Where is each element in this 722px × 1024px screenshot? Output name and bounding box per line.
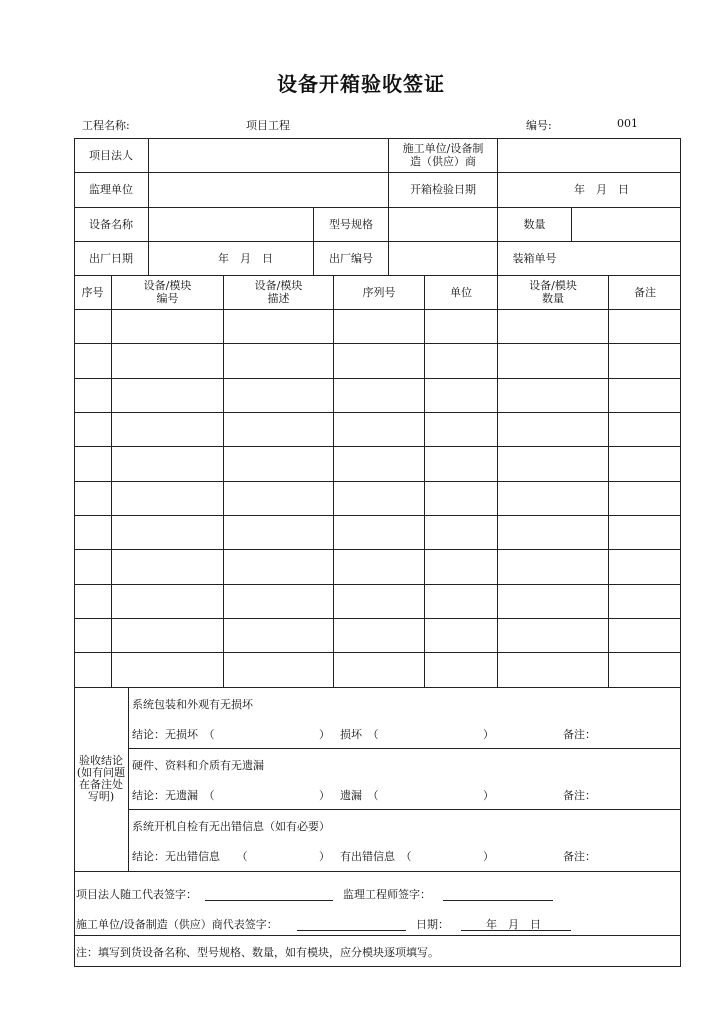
table-cell[interactable]: [112, 412, 223, 446]
check-question-3: 系统开机自检有无出错信息（如有必要）: [132, 820, 330, 833]
factory-no-label: 出厂编号: [329, 251, 373, 265]
table-cell[interactable]: [74, 412, 111, 446]
project-name-label: 工程名称:: [82, 119, 130, 132]
table-cell[interactable]: [609, 481, 680, 515]
doc-number-label: 编号:: [526, 119, 552, 132]
col-header-device-no: 设备/模块编号: [143, 279, 192, 305]
table-cell[interactable]: [334, 515, 424, 549]
table-cell[interactable]: [425, 446, 497, 481]
table-cell[interactable]: [498, 378, 608, 412]
check-opt-close: ）: [483, 850, 494, 863]
table-cell[interactable]: [498, 343, 608, 378]
table-cell[interactable]: [74, 343, 111, 378]
table-cell[interactable]: [224, 652, 333, 687]
col-header-serial: 序列号: [362, 285, 396, 299]
table-cell[interactable]: [112, 549, 223, 584]
table-cell[interactable]: [498, 584, 608, 618]
table-cell[interactable]: [425, 412, 497, 446]
table-cell[interactable]: [334, 584, 424, 618]
table-cell[interactable]: [74, 481, 111, 515]
table-cell[interactable]: [498, 515, 608, 549]
check-question-1: 系统包装和外观有无损坏: [132, 698, 253, 711]
check-note-label: 备注：: [563, 850, 596, 863]
open-date-label: 开箱检验日期: [410, 183, 476, 196]
table-cell[interactable]: [112, 584, 223, 618]
check-note-label: 备注：: [563, 728, 596, 741]
model-field[interactable]: [389, 207, 497, 241]
table-cell[interactable]: [224, 515, 333, 549]
check-opt-nothing-missing[interactable]: 结论：无遗漏 （: [132, 789, 215, 802]
table-cell[interactable]: [609, 549, 680, 584]
table-cell[interactable]: [425, 309, 497, 343]
table-cell[interactable]: [224, 618, 333, 652]
table-cell[interactable]: [334, 412, 424, 446]
check-opt-error[interactable]: 有出错信息 （: [340, 850, 412, 863]
project-name-value[interactable]: 项目工程: [246, 119, 290, 132]
table-cell[interactable]: [425, 481, 497, 515]
table-cell[interactable]: [112, 618, 223, 652]
check-opt-no-error[interactable]: 结论：无出错信息 （: [132, 850, 248, 863]
table-cell[interactable]: [112, 481, 223, 515]
table-cell[interactable]: [425, 584, 497, 618]
quantity-field[interactable]: [572, 207, 681, 241]
table-cell[interactable]: [334, 446, 424, 481]
table-cell[interactable]: [609, 584, 680, 618]
table-cell[interactable]: [425, 515, 497, 549]
page-title: 设备开箱验收签证: [277, 72, 445, 96]
table-cell[interactable]: [498, 549, 608, 584]
contractor-rep-signature-label: 施工单位/设备制造（供应）商代表签字：: [76, 918, 278, 931]
footnote: 注：填写到货设备名称、型号规格、数量，如有模块，应分模块逐项填写。: [76, 946, 439, 959]
table-cell[interactable]: [74, 618, 111, 652]
table-cell[interactable]: [74, 584, 111, 618]
table-cell[interactable]: [224, 446, 333, 481]
factory-no-field[interactable]: [389, 241, 497, 275]
table-cell[interactable]: [334, 343, 424, 378]
table-cell[interactable]: [74, 549, 111, 584]
table-cell[interactable]: [334, 549, 424, 584]
table-cell[interactable]: [224, 309, 333, 343]
table-cell[interactable]: [224, 549, 333, 584]
model-label: 型号规格: [329, 217, 373, 231]
table-cell[interactable]: [112, 652, 223, 687]
check-opt-close: ）: [483, 789, 494, 802]
packing-no-label: 装箱单号: [512, 251, 557, 265]
table-cell[interactable]: [609, 378, 680, 412]
check-opt-no-damage[interactable]: 结论：无损坏 （: [132, 728, 215, 741]
table-cell[interactable]: [425, 378, 497, 412]
contractor-rep-signature-line[interactable]: [297, 930, 406, 931]
table-cell[interactable]: [224, 584, 333, 618]
table-cell[interactable]: [74, 515, 111, 549]
table-cell[interactable]: [425, 549, 497, 584]
table-cell[interactable]: [609, 652, 680, 687]
table-cell[interactable]: [609, 343, 680, 378]
table-cell[interactable]: [425, 652, 497, 687]
check-question-2: 硬件、资料和介质有无遗漏: [132, 759, 264, 772]
table-cell[interactable]: [224, 481, 333, 515]
table-cell[interactable]: [498, 652, 608, 687]
quantity-label: 数量: [523, 217, 546, 231]
table-cell[interactable]: [334, 378, 424, 412]
table-cell[interactable]: [74, 378, 111, 412]
table-cell[interactable]: [224, 412, 333, 446]
check-opt-damaged[interactable]: 损坏 （: [340, 728, 379, 741]
legal-person-label: 项目法人: [89, 148, 133, 162]
table-cell[interactable]: [74, 446, 111, 481]
table-cell[interactable]: [334, 618, 424, 652]
supervisor-label: 监理单位: [89, 183, 133, 196]
check-opt-missing[interactable]: 遗漏 （: [340, 789, 379, 802]
col-header-description: 设备/模块描述: [254, 279, 303, 305]
contractor-field[interactable]: [498, 138, 681, 172]
table-cell[interactable]: [112, 343, 223, 378]
check-opt-close: ）: [319, 728, 330, 741]
doc-number-value[interactable]: 001: [617, 117, 638, 130]
device-name-field[interactable]: [149, 207, 313, 241]
legal-rep-signature-label: 项目法人随工代表签字：: [76, 888, 197, 901]
check-opt-close: ）: [319, 789, 330, 802]
table-cell[interactable]: [74, 652, 111, 687]
table-cell[interactable]: [609, 412, 680, 446]
table-cell[interactable]: [498, 412, 608, 446]
date-line: [461, 930, 571, 931]
table-cell[interactable]: [498, 309, 608, 343]
table-cell[interactable]: [498, 618, 608, 652]
table-cell[interactable]: [334, 652, 424, 687]
acceptance-label: 验收结论(如有问题在备注处写明): [76, 754, 126, 803]
table-cell[interactable]: [334, 481, 424, 515]
factory-date-label: 出厂日期: [89, 251, 133, 265]
date-value[interactable]: 年 月 日: [486, 918, 541, 931]
table-cell[interactable]: [74, 309, 111, 343]
table-cell[interactable]: [609, 515, 680, 549]
table-cell[interactable]: [609, 618, 680, 652]
supervisor-signature-label: 监理工程师签字：: [343, 888, 431, 901]
table-cell[interactable]: [425, 343, 497, 378]
table-cell[interactable]: [112, 515, 223, 549]
table-cell[interactable]: [112, 378, 223, 412]
device-name-label: 设备名称: [89, 217, 133, 231]
legal-person-field[interactable]: [149, 138, 388, 172]
contractor-label: 施工单位/设备制造（供应）商: [402, 142, 484, 168]
check-note-label: 备注：: [563, 789, 596, 802]
open-date-field[interactable]: 年 月 日: [574, 183, 629, 196]
table-cell[interactable]: [498, 481, 608, 515]
table-cell[interactable]: [609, 309, 680, 343]
supervisor-field[interactable]: [149, 172, 388, 207]
table-cell[interactable]: [425, 618, 497, 652]
col-header-quantity: 设备/模块数量: [529, 279, 577, 305]
col-header-index: 序号: [81, 285, 104, 299]
col-header-remark: 备注: [634, 285, 656, 299]
date-label: 日期：: [416, 918, 449, 931]
table-cell[interactable]: [224, 343, 333, 378]
factory-date-field[interactable]: 年 月 日: [218, 251, 273, 265]
check-opt-close: ）: [483, 728, 494, 741]
table-cell[interactable]: [224, 378, 333, 412]
table-cell[interactable]: [334, 309, 424, 343]
supervisor-signature-line[interactable]: [443, 900, 553, 901]
check-opt-close: ）: [319, 850, 330, 863]
col-header-unit: 单位: [450, 285, 472, 299]
packing-no-field[interactable]: [572, 241, 681, 275]
table-cell[interactable]: [609, 446, 680, 481]
table-cell[interactable]: [112, 446, 223, 481]
table-cell[interactable]: [112, 309, 223, 343]
legal-rep-signature-line[interactable]: [205, 900, 333, 901]
table-cell[interactable]: [498, 446, 608, 481]
